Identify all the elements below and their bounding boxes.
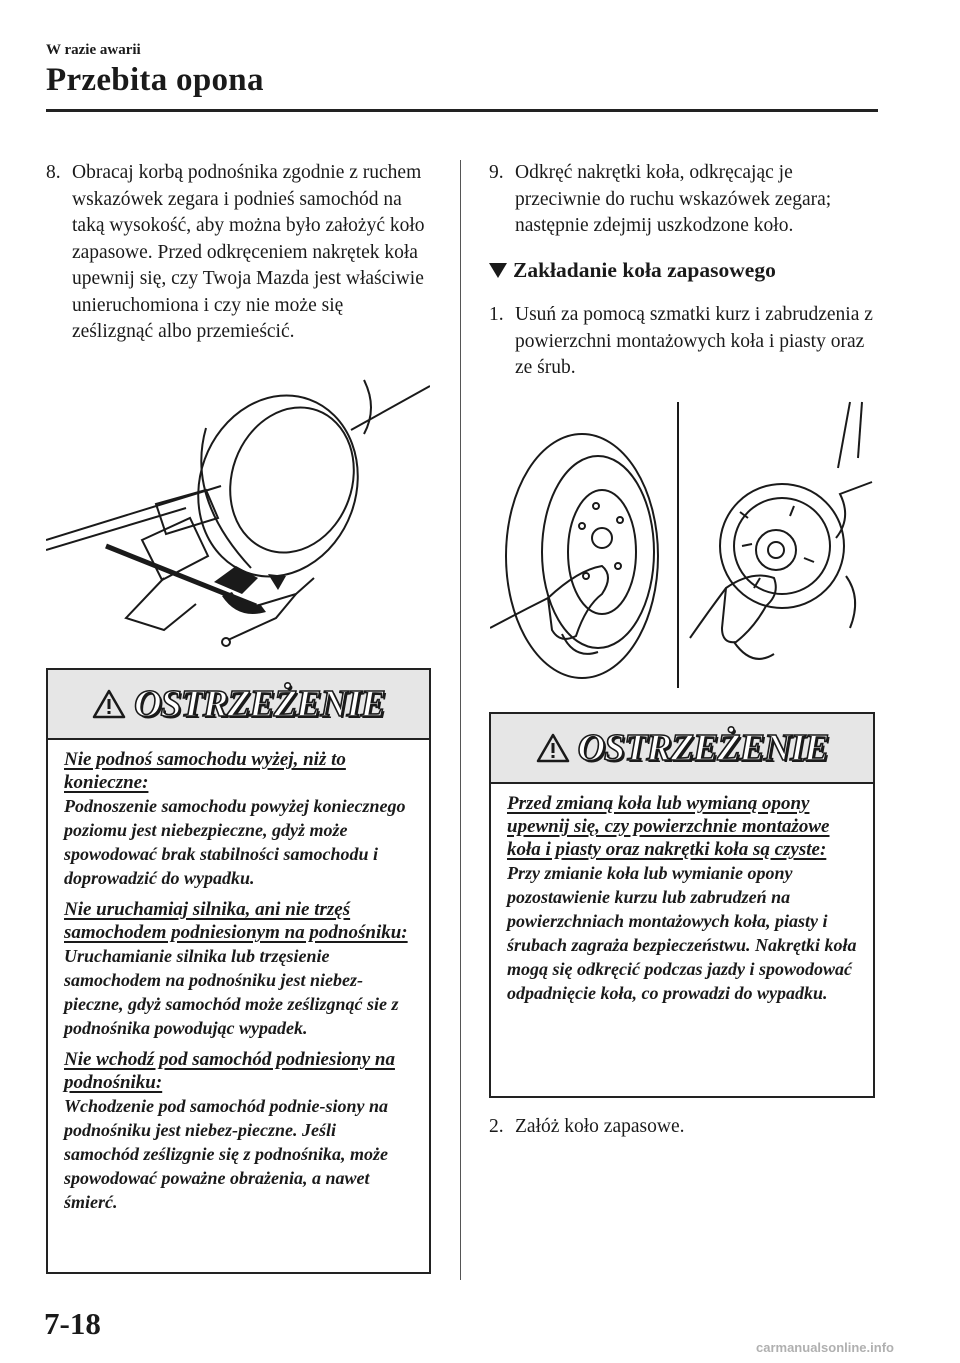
warning-header <box>48 670 429 740</box>
warning-item-text: Uruchamianie silnika lub trzęsienie samochodem na podnośniku jest niebez-pieczne, gdyż samochód może ześlizgnąć sie z podnośnika powodując wypadek. <box>64 946 399 1038</box>
column-divider <box>460 160 461 1280</box>
step-text: Załóż koło zapasowe. <box>515 1116 685 1137</box>
warning-item-text: Wchodzenie pod samochód podnie-siony na podnośniku jest niebez-pieczne. Jeśli samochód ześlizgnie się z podnośnika, może spowodować poważne obrażenia, a nawet śmierć. <box>64 1096 389 1212</box>
section-header: W razie awarii <box>46 42 141 58</box>
wheel-cleaning-illustration <box>490 398 880 690</box>
page-title: Przebita opona <box>46 62 264 98</box>
warning-item-text: Podnoszenie samochodu powyżej koniecznego poziomu jest niebezpieczne, gdyż może spowodować brak stabilności samochodu i doprowadzić do wypadku. <box>64 796 406 888</box>
title-rule <box>46 109 878 112</box>
warning-item-text: Przy zmianie koła lub wymianie opony pozostawienie kurzu lub zabrudzeń na powierzchniach montażowych koła, piasty i śrubach zagraża bezpieczeństwu. Nakrętki koła mogą się odkręcić podczas jazdy i spowodować odpadnięcie koła, co prowadzi do wypadku. <box>507 863 857 1003</box>
warning-item <box>64 1048 413 1214</box>
warning-item <box>64 748 413 890</box>
step-text: Obracaj korbą podnośnika zgodnie z ruchem wskazówek zegara i podnieś samochód na taką wysokość, aby można było założyć koło zapasowe. Przed odkręceniem nakrętek koła upewnij się, czy Twoja Mazda jest właściwie unieruchomiona i czy nie może się ześlizgnąć albo przemieścić. <box>72 162 425 342</box>
step-8 <box>46 160 426 346</box>
warning-header <box>491 714 873 784</box>
warning-item-heading: Nie podnoś samochodu wyżej, niż to konieczne: <box>64 749 346 793</box>
step-number: 1. <box>489 304 504 325</box>
warning-item <box>64 898 413 1040</box>
step-2 <box>489 1114 881 1141</box>
triangle-bullet-icon <box>489 263 507 278</box>
step-1 <box>489 302 881 382</box>
warning-label: OSTRZEŻENIE <box>134 683 385 725</box>
warning-body <box>491 784 873 1005</box>
step-text: Usuń za pomocą szmatki kurz i zabrudzenia z powierzchni montażowych koła i piasty oraz ze śrub. <box>515 304 873 378</box>
warning-label: OSTRZEŻENIE <box>577 727 829 769</box>
warning-box-right <box>489 712 875 1098</box>
subheading <box>489 258 776 283</box>
warning-triangle-icon <box>92 689 126 719</box>
step-number: 8. <box>46 162 61 183</box>
step-number: 2. <box>489 1116 504 1137</box>
warning-body <box>48 740 429 1214</box>
jack-illustration <box>46 368 430 658</box>
warning-item-heading: Przed zmianą koła lub wymianą opony upewnij się, czy powierzchnie montażowe koła i piasty oraz nakrętki koła są czyste: <box>507 793 830 860</box>
page-number: 7-18 <box>44 1306 101 1341</box>
warning-item <box>507 792 857 1005</box>
footer-watermark: carmanualsonline.info <box>756 1340 894 1355</box>
warning-box-left <box>46 668 431 1274</box>
step-text: Odkręć nakrętki koła, odkręcając je przeciwnie do ruchu wskazówek zegara; następnie zdejmij uszkodzone koło. <box>515 162 832 236</box>
warning-triangle-icon <box>536 733 570 763</box>
step-9 <box>489 160 881 240</box>
warning-item-heading: Nie uruchamiaj silnika, ani nie trzęś samochodem podniesionym na podnośniku: <box>64 899 408 943</box>
step-number: 9. <box>489 162 504 183</box>
subheading-text: Zakładanie koła zapasowego <box>513 258 776 282</box>
warning-item-heading: Nie wchodź pod samochód podniesiony na podnośniku: <box>64 1049 395 1093</box>
